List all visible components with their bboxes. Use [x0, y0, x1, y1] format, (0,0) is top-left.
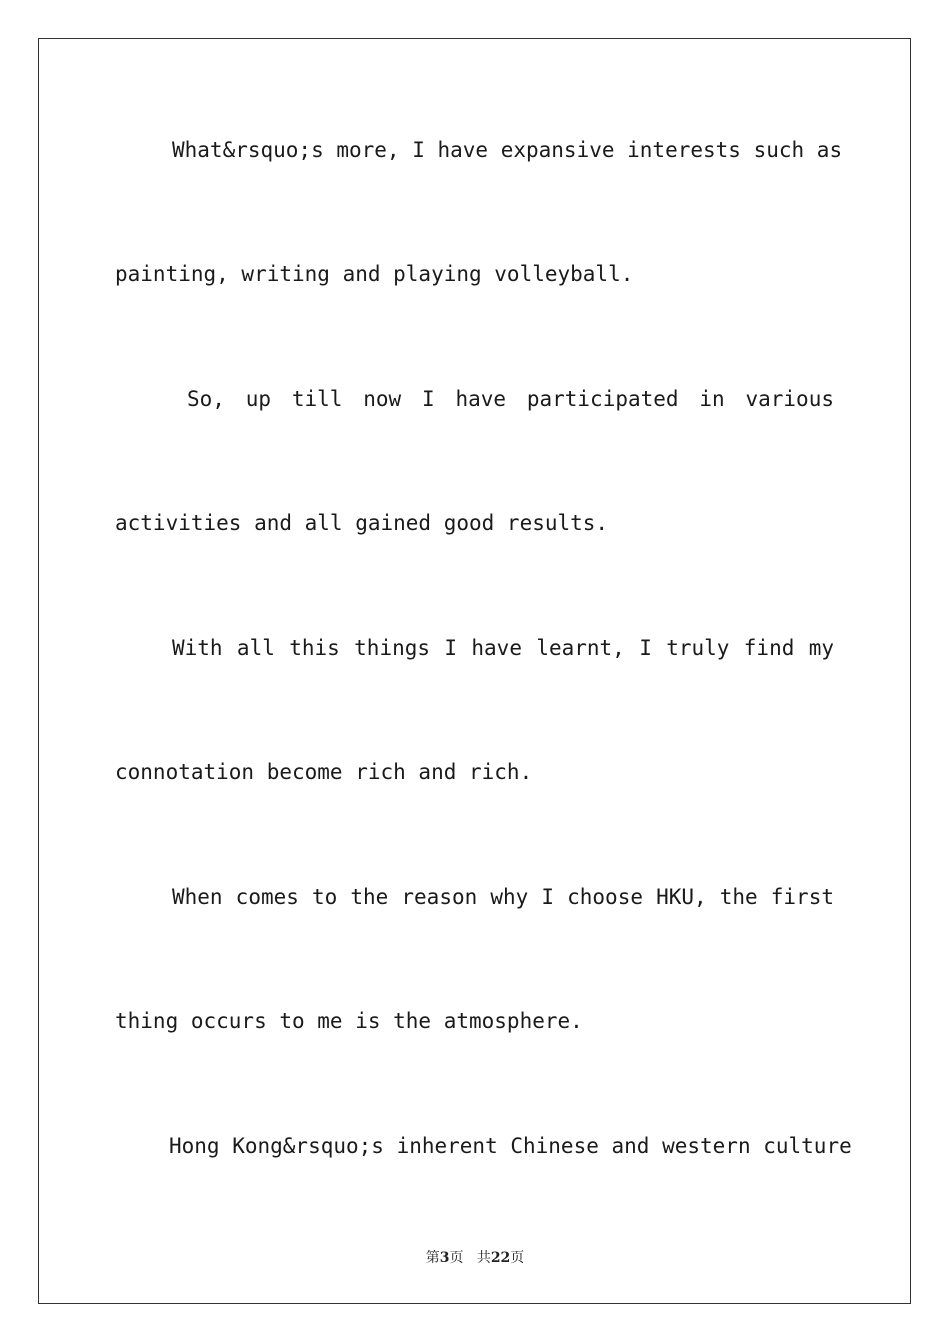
paragraph-line-6: connotation become rich and rich.: [115, 760, 533, 784]
total-pages: 22: [490, 1250, 511, 1266]
paragraph-line-7: When comes to the reason why I choose HKU, the first: [172, 885, 834, 909]
paragraph-line-3: So, up till now I have participated in various: [187, 387, 834, 411]
total-prefix: 共: [476, 1250, 491, 1266]
page-suffix: 页: [449, 1250, 464, 1266]
page-number: 3: [439, 1250, 450, 1266]
paragraph-line-4: activities and all gained good results.: [115, 511, 609, 535]
paragraph-line-8: thing occurs to me is the atmosphere.: [115, 1009, 583, 1033]
paragraph-line-9: Hong Kong&rsquo;s inherent Chinese and western culture: [169, 1134, 852, 1158]
paragraph-line-2: painting, writing and playing volleyball.: [115, 262, 634, 286]
page-footer: [0, 1247, 950, 1267]
paragraph-line-1: What&rsquo;s more, I have expansive interests such as: [172, 138, 843, 162]
page-border: [38, 38, 911, 1304]
page-prefix: 第: [425, 1250, 440, 1266]
total-suffix: 页: [510, 1250, 525, 1266]
paragraph-line-5: With all this things I have learnt, I truly find my: [172, 636, 834, 660]
